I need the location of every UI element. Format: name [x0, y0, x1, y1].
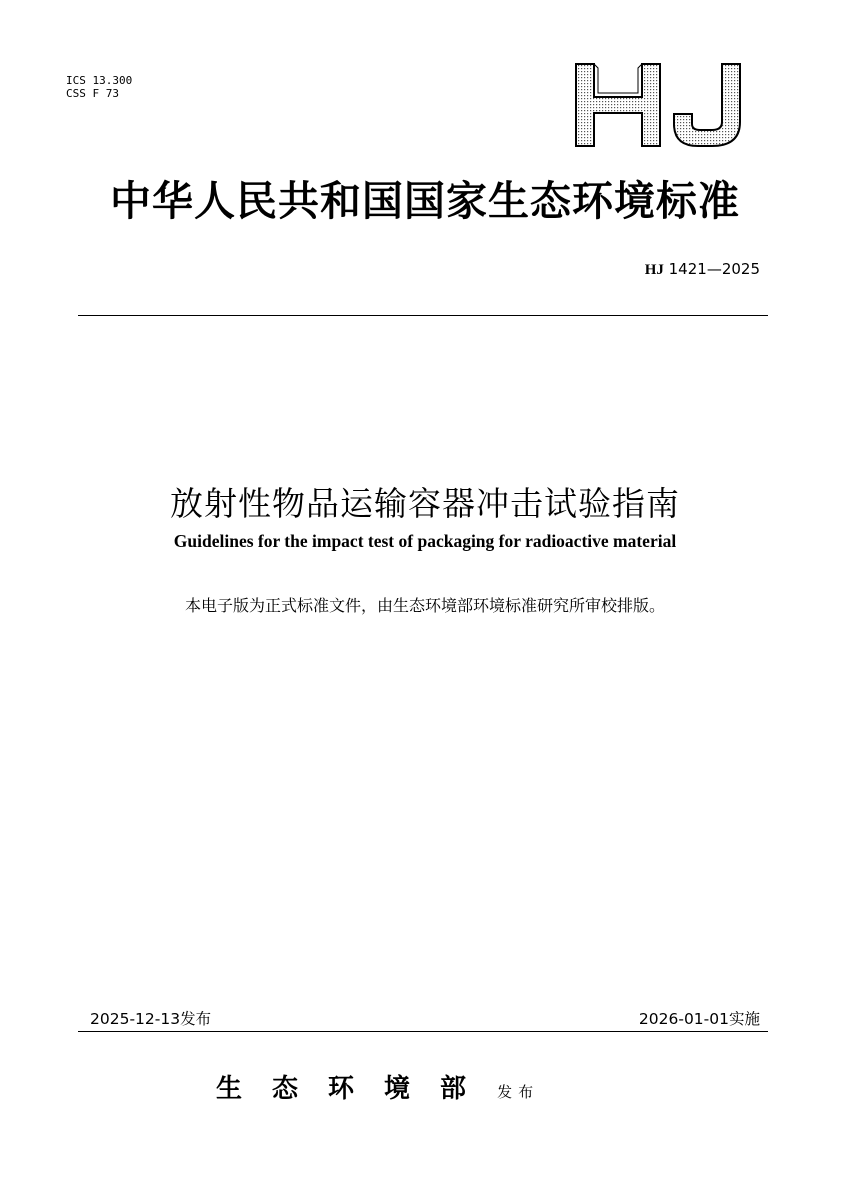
- issuing-organization: 生态环境部: [216, 1074, 497, 1104]
- standard-code: 1421—2025: [668, 260, 760, 278]
- effective-date: 2026-01-01实施: [638, 1010, 760, 1028]
- classification-codes: [66, 74, 132, 100]
- css-code: CSS F 73: [66, 87, 119, 100]
- document-title-en: Guidelines for the impact test of packaging for radioactive material: [173, 531, 677, 551]
- standard-number: [645, 260, 760, 279]
- header-divider: [78, 315, 768, 316]
- issuer-line: [216, 1068, 539, 1105]
- ics-code: ICS 13.300: [66, 74, 133, 87]
- country-standard-title: 中华人民共和国国家生态环境标准: [110, 177, 740, 225]
- hj-logo: [572, 62, 750, 148]
- issue-action: 发布: [497, 1083, 540, 1101]
- edition-note: 本电子版为正式标准文件，由生态环境部环境标准研究所审校排版。: [184, 596, 665, 615]
- document-title-cn: 放射性物品运输容器冲击试验指南: [170, 484, 680, 523]
- publish-date: 2025-12-13发布: [90, 1010, 212, 1028]
- standard-prefix: HJ: [644, 262, 664, 278]
- footer-divider: [78, 1031, 768, 1032]
